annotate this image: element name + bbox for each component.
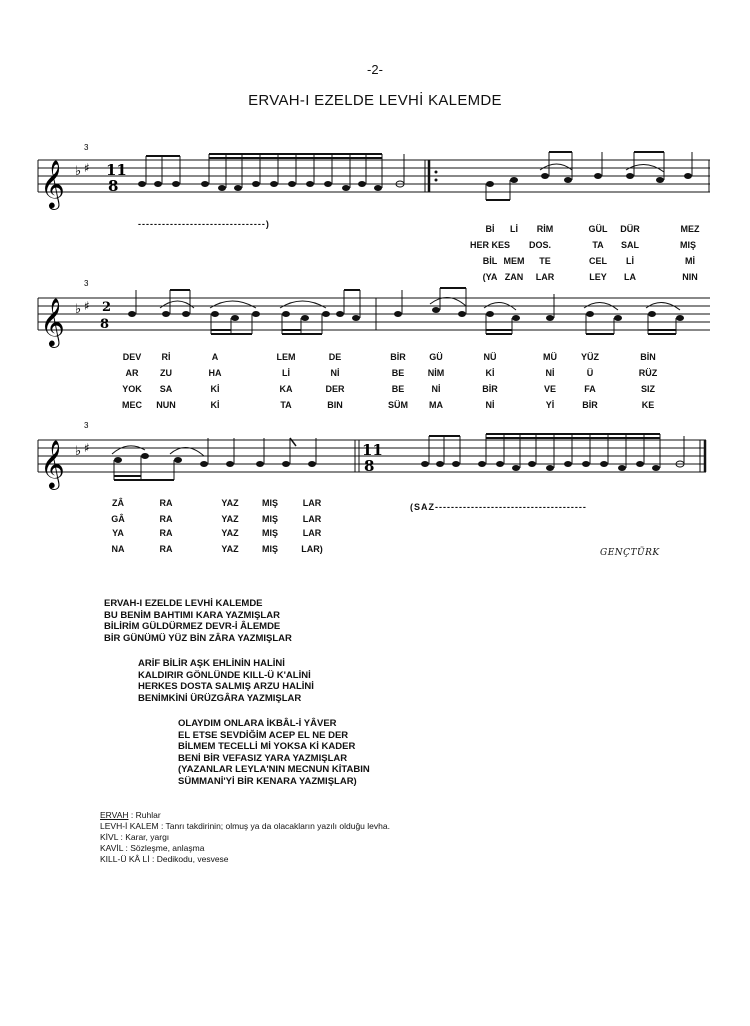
lyric-syllable: AR xyxy=(125,368,139,378)
lyric-syllable: TA xyxy=(592,240,604,250)
lyric-syllable: NA xyxy=(111,544,125,554)
lyric-syllable: GÜ xyxy=(429,352,443,362)
time-sig-bottom: 8 xyxy=(108,177,119,195)
lyric-syllable: TE xyxy=(539,256,551,266)
lyric-syllable: SAL xyxy=(621,240,639,250)
lyric-syllable: RA xyxy=(159,514,173,524)
lyric-syllable: MEM xyxy=(503,256,525,266)
lyric-syllable: TA xyxy=(280,400,292,410)
lyric-syllable: NIN xyxy=(682,272,698,282)
lyric-syllable: YAZ xyxy=(221,528,239,538)
lyric-syllable: SIZ xyxy=(640,384,656,394)
svg-text:2: 2 xyxy=(102,300,112,315)
lyric-syllable: Ü xyxy=(586,368,594,378)
lyric-syllable: YAZ xyxy=(221,498,239,508)
glossary-entry: ERVAH : Ruhlar xyxy=(100,810,161,820)
flat-icon: ♭ xyxy=(75,164,82,179)
lyric-syllable: BE xyxy=(391,368,405,378)
verse-line: ARİF BİLİR AŞK EHLİNİN HALİNİ xyxy=(138,658,285,669)
verse-line: BENİMKİNİ ÜRÜZGÂRA YAZMIŞLAR xyxy=(138,692,302,704)
verse-line: KALDIRIR GÖNLÜNDE KILL-Ü K'ALİNİ xyxy=(138,669,311,681)
lyric-syllable: BİR xyxy=(482,384,498,394)
lyric-syllable: (YA xyxy=(482,272,498,282)
koma-icon: ♯ xyxy=(84,161,90,175)
verse-stanza xyxy=(138,658,314,704)
verse-line: OLAYDIM ONLARA İKBÂL-İ YÂVER xyxy=(178,718,337,729)
lyric-syllable: DE xyxy=(328,352,342,362)
lyric-syllable: NUN xyxy=(156,400,176,410)
verse-stanza xyxy=(178,718,370,787)
lyric-syllable: LAR) xyxy=(301,544,323,554)
glossary-term: KİVL xyxy=(100,832,119,842)
verse-line: HERKES DOSTA SALMIŞ ARZU HALİNİ xyxy=(138,681,314,692)
verse-line: BİLMEM TECELLİ Mİ YOKSA Kİ KADER xyxy=(178,741,356,752)
lyric-syllable: Lİ xyxy=(282,368,290,378)
lyric-syllable: SA xyxy=(159,384,173,394)
verse-line: BİR GÜNÜMÜ YÜZ BİN ZÂRA YAZMIŞLAR xyxy=(104,632,292,644)
glossary xyxy=(100,810,390,865)
verse-line: SÜMMANİ'Yİ BİR KENARA YAZMIŞLAR) xyxy=(178,775,357,787)
glossary-entry: KILL-Ü KÂ Lİ : Dedikodu, vesvese xyxy=(100,854,229,864)
lyric-syllable: VE xyxy=(543,384,557,394)
lyric-syllable: YA xyxy=(112,528,124,538)
glossary-term: KILL-Ü KÂ Lİ xyxy=(100,854,150,864)
lyric-syllable: MÜ xyxy=(543,352,557,362)
flat-icon: ♭ xyxy=(75,444,82,459)
koma-number: 3 xyxy=(84,143,89,152)
lyric-syllable: Nİ xyxy=(485,400,495,410)
lyric-syllable: ZAN xyxy=(504,272,524,282)
lyric-syllable: DER xyxy=(325,384,345,394)
lyric-syllable: HA xyxy=(208,368,222,378)
lyric-syllable: MIŞ xyxy=(679,240,697,250)
lyric-syllable: NİM xyxy=(427,368,445,378)
lyric-syllable: Lİ xyxy=(626,256,634,266)
lyric-syllable: DEV xyxy=(122,352,142,362)
glossary-definition: Karar, yargı xyxy=(125,832,170,842)
lyric-syllable: BİR xyxy=(582,400,598,410)
lyric-syllable: YAZ xyxy=(221,544,239,554)
lyric-syllable: Mİ xyxy=(685,256,695,266)
glossary-entry: KİVL : Karar, yargı xyxy=(100,832,170,842)
lyric-syllable: YOK xyxy=(122,384,142,394)
lyric-syllable: Nİ xyxy=(545,368,555,378)
lyric-syllable: YÜZ xyxy=(581,352,599,362)
lyric-syllable: Kİ xyxy=(210,400,220,410)
glossary-definition: Ruhlar xyxy=(135,810,161,820)
lyric-syllable: LEY xyxy=(589,272,607,282)
glossary-term: KAVİL xyxy=(100,843,124,853)
lyric-syllable: BİN xyxy=(640,352,656,362)
glossary-definition: Dedikodu, vesvese xyxy=(156,854,229,864)
lyric-syllable: ZU xyxy=(160,368,172,378)
treble-clef-icon: 𝄞 xyxy=(40,439,65,488)
verse-line: ERVAH-I EZELDE LEVHİ KALEMDE xyxy=(104,598,263,609)
lyric-syllable: LA xyxy=(624,272,636,282)
koma-icon: ♯ xyxy=(84,299,90,313)
lyric-syllable: FA xyxy=(584,384,596,394)
lyric-syllable: RİM xyxy=(536,224,554,234)
glossary-entry: LEVH-İ KALEM : Tanrı takdirinin; olmuş ya da olacakların yazılı olduğu levha. xyxy=(100,821,390,831)
verse-line: BİLİRİM GÜLDÜRMEZ DEVR-İ ÂLEMDE xyxy=(104,621,281,632)
flat-icon: ♭ xyxy=(75,302,82,317)
time-sig-top: 11 xyxy=(106,161,127,179)
lyric-syllable: GÜL xyxy=(588,224,608,234)
lyric-syllable: Yİ xyxy=(545,400,555,410)
glossary-definition: Tanrı takdirinin; olmuş ya da olacakların yazılı olduğu levha. xyxy=(165,821,390,831)
treble-clef-icon: 𝄞 xyxy=(40,297,65,346)
lyric-syllable: A xyxy=(211,352,219,362)
lyric-syllable: GÂ xyxy=(111,514,125,524)
lyric-syllable: LAR xyxy=(302,498,322,508)
svg-text:11: 11 xyxy=(362,441,383,459)
glossary-term: ERVAH xyxy=(100,810,129,820)
lyric-syllable: DÜR xyxy=(620,224,640,234)
glossary-term: LEVH-İ KALEM xyxy=(100,821,159,831)
lyric-syllable: BE xyxy=(391,384,405,394)
lyric-syllable: DOS. xyxy=(528,240,552,250)
lyric-syllable: BİR xyxy=(390,352,406,362)
staff-2 xyxy=(0,278,750,368)
staff-3 xyxy=(0,420,750,510)
lyric-syllable: LAR xyxy=(302,514,322,524)
saz-line-2: (SAZ-------------------------------------- xyxy=(410,502,587,512)
signature: GENÇTÜRK xyxy=(600,548,660,558)
lyric-syllable: LEM xyxy=(276,352,296,362)
svg-text:8: 8 xyxy=(100,317,110,332)
lyric-syllable: BIN xyxy=(327,400,343,410)
verse-line: (YAZANLAR LEYLA'NIN MECNUN KİTABIN xyxy=(178,764,370,775)
lyric-syllable: MIŞ xyxy=(261,498,279,508)
lyric-syllable: Lİ xyxy=(510,224,518,234)
lyric-syllable: KA xyxy=(279,384,293,394)
page-number: -2- xyxy=(367,62,383,77)
lyric-syllable: LAR xyxy=(535,272,555,282)
koma-number: 3 xyxy=(84,421,89,430)
lyric-syllable: MEZ xyxy=(680,224,700,234)
lyric-syllable: RA xyxy=(159,528,173,538)
lyric-syllable: Rİ xyxy=(161,352,171,362)
treble-clef-icon: 𝄞 xyxy=(40,159,65,208)
lyric-syllable: YAZ xyxy=(221,514,239,524)
verse-line: BU BENİM BAHTIMI KARA YAZMIŞLAR xyxy=(104,609,280,621)
lyric-syllable: MEC xyxy=(122,400,142,410)
lyric-syllable: Bİ xyxy=(485,224,495,234)
lyric-syllable: LAR xyxy=(302,528,322,538)
lyric-syllable: Kİ xyxy=(210,384,220,394)
lyric-syllable: Nİ xyxy=(330,368,340,378)
lyric-syllable: Nİ xyxy=(431,384,441,394)
lyric-syllable: MIŞ xyxy=(261,528,279,538)
lyric-syllable: MIŞ xyxy=(261,544,279,554)
verse-line: EL ETSE SEVDİĞİM ACEP EL NE DER xyxy=(178,729,349,741)
glossary-definition: Sözleşme, anlaşma xyxy=(130,843,205,853)
svg-text:8: 8 xyxy=(364,457,375,475)
song-title: ERVAH-I EZELDE LEVHİ KALEMDE xyxy=(248,92,502,109)
verse-stanza xyxy=(104,598,292,644)
lyric-syllable: RÜZ xyxy=(638,368,658,378)
lyric-syllable: RA xyxy=(159,544,173,554)
lyric-syllable: SÜM xyxy=(388,400,408,410)
lyric-syllable: CEL xyxy=(589,256,607,266)
lyric-syllable: MA xyxy=(429,400,443,410)
koma-number: 3 xyxy=(84,279,89,288)
lyric-syllable: BİL xyxy=(482,256,498,266)
saz-line-1: --------------------------------) xyxy=(138,219,270,229)
lyric-syllable: ZÂ xyxy=(112,498,124,508)
lyric-syllable: MIŞ xyxy=(261,514,279,524)
lyric-syllable: RA xyxy=(159,498,173,508)
lyric-syllable: Kİ xyxy=(485,368,495,378)
lyric-syllable: KE xyxy=(641,400,655,410)
glossary-entry: KAVİL : Sözleşme, anlaşma xyxy=(100,843,205,853)
lyric-syllable: NÜ xyxy=(483,352,497,362)
koma-icon: ♯ xyxy=(84,441,90,455)
verse-line: BENİ BİR VEFASIZ YARA YAZMIŞLAR xyxy=(178,752,348,764)
lyric-syllable: HER KES xyxy=(469,240,511,250)
